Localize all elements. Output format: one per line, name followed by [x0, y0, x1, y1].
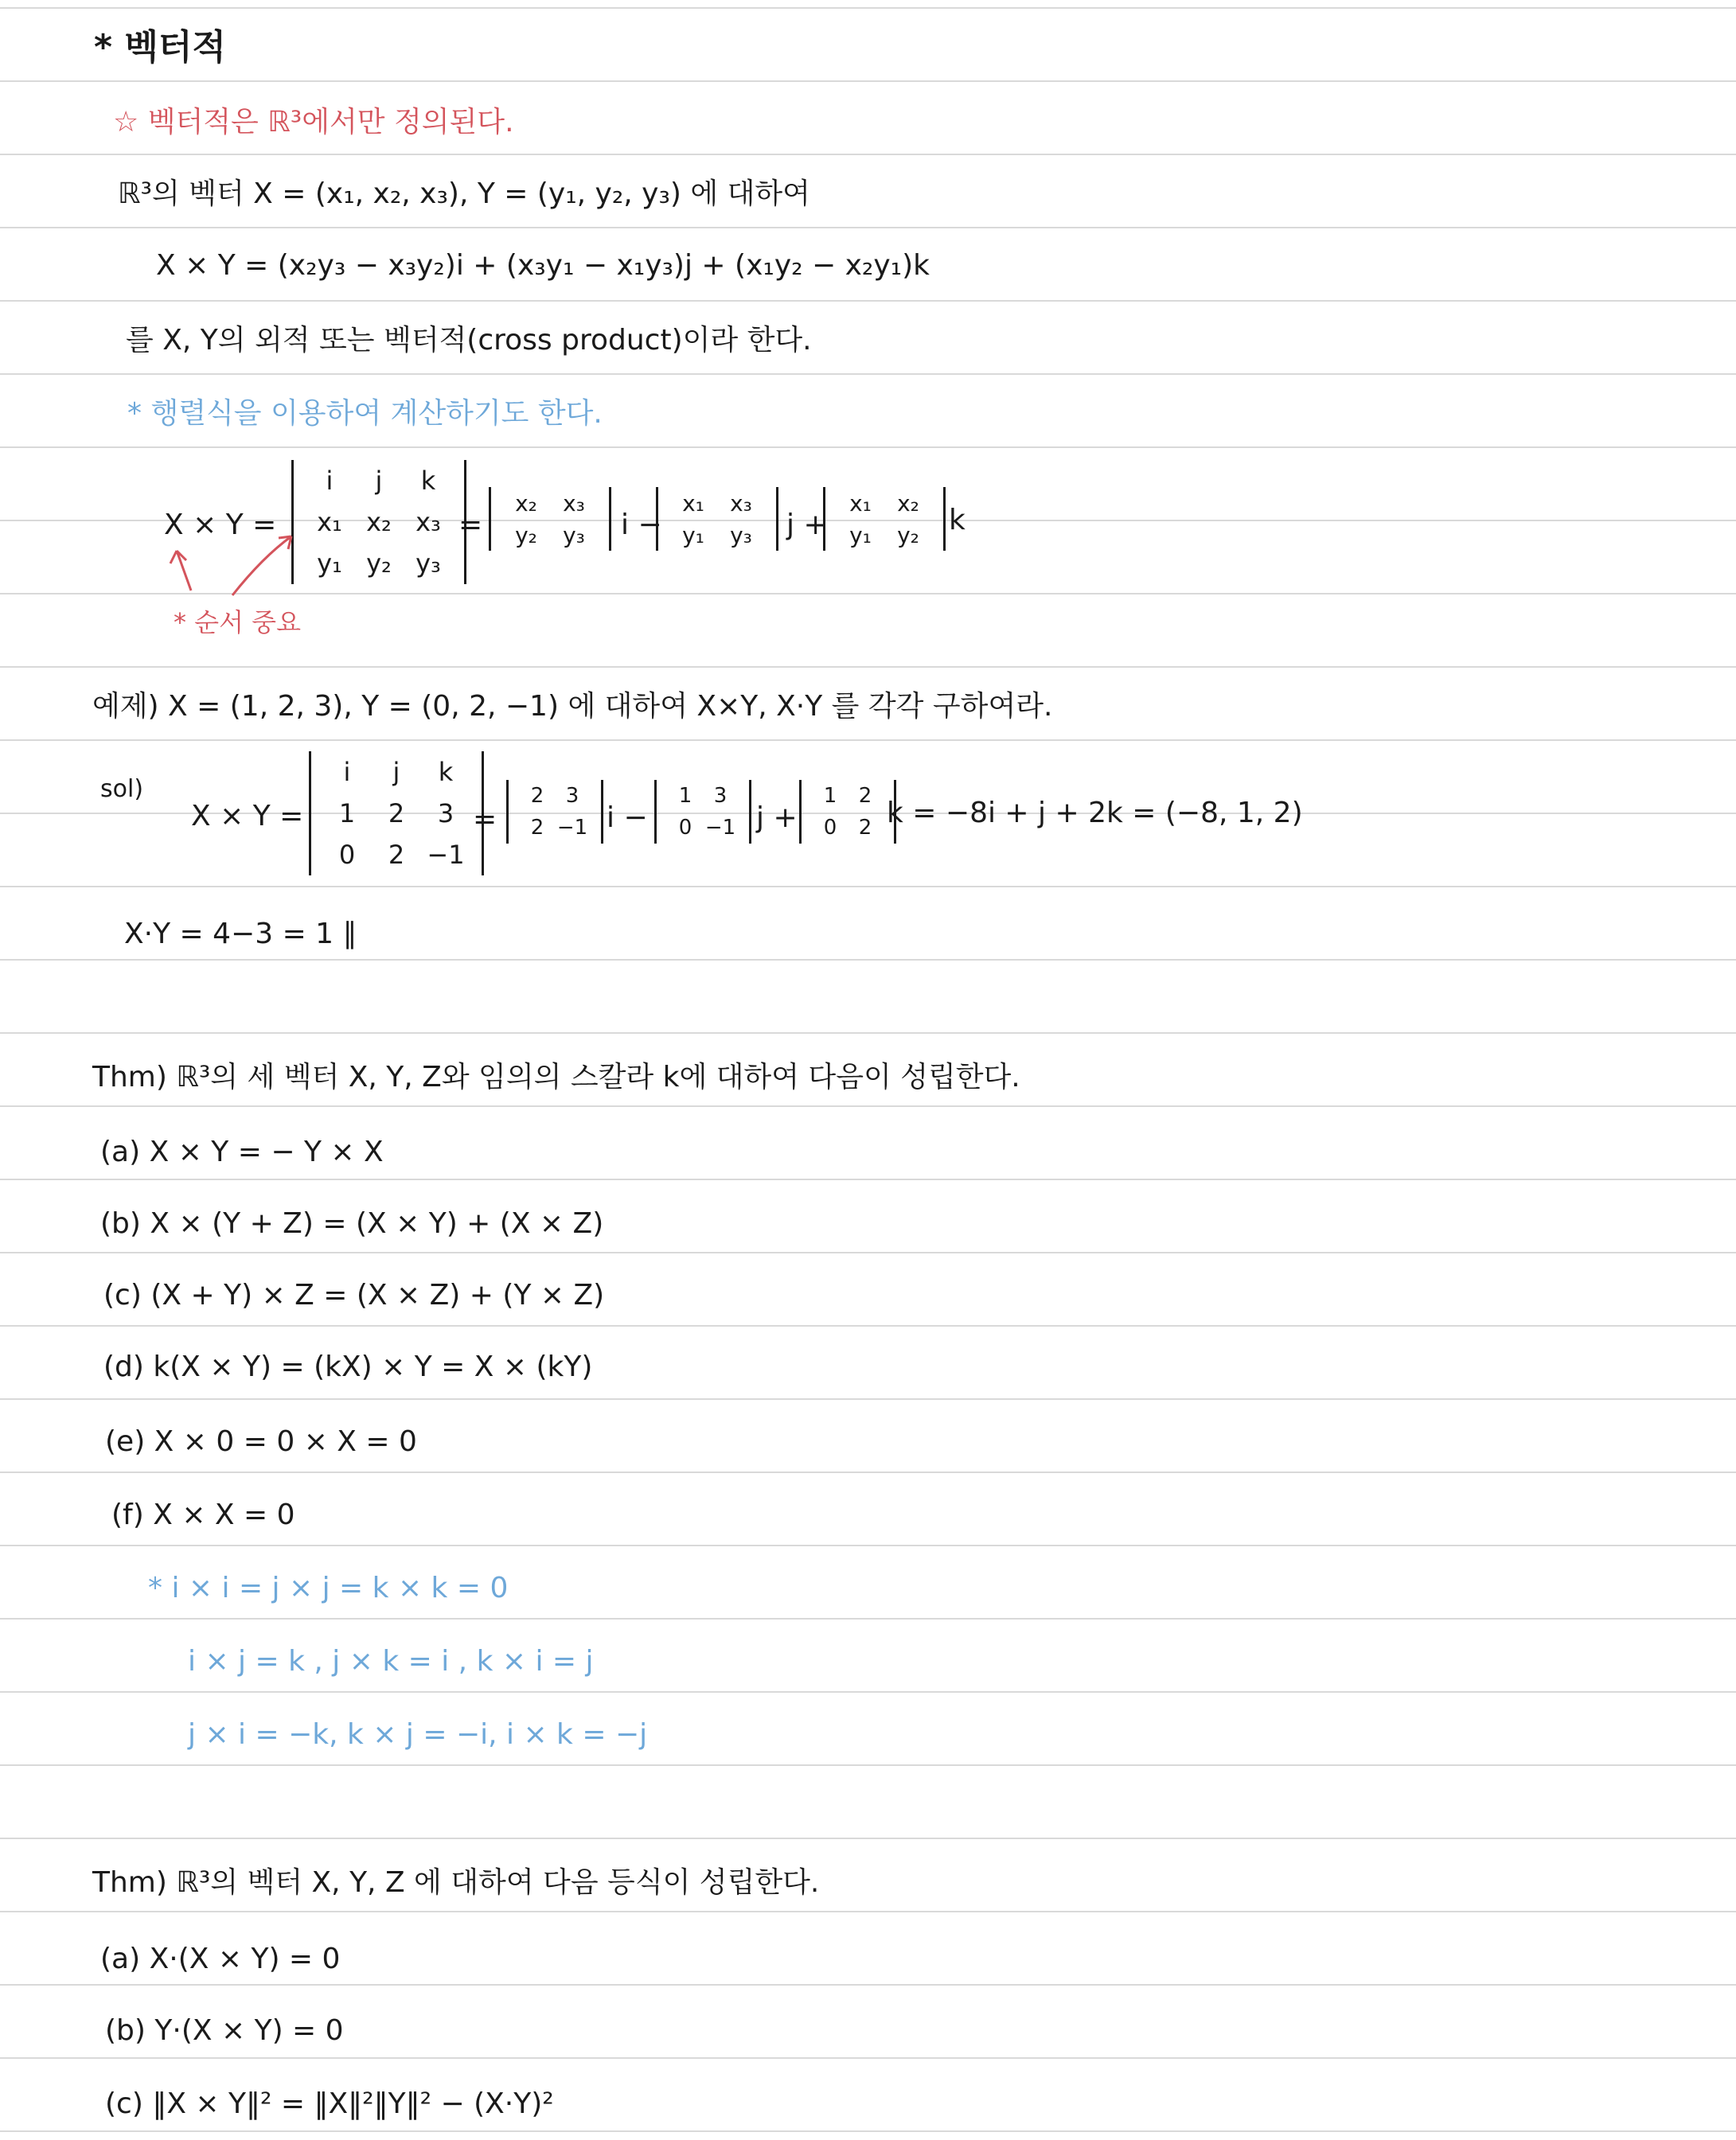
note-determinant: * 행렬식을 이용하여 계산하기도 한다.	[127, 397, 603, 430]
det-minor-1	[489, 487, 611, 551]
example-matrix	[309, 751, 484, 875]
example-result: k = −8i + j + 2k = (−8, 1, 2)	[887, 797, 1303, 829]
det-formula-unit-j: j +	[786, 509, 828, 541]
example-minor-3	[799, 780, 896, 844]
det-cell: x₁	[682, 489, 704, 516]
det-cell: −1	[704, 816, 736, 840]
det-cell: 3	[565, 784, 579, 808]
det-cell: 2	[530, 784, 544, 808]
example-equals: =	[473, 803, 497, 836]
definition-line-2: X × Y = (x₂y₃ − x₃y₂)i + (x₃y₁ − x₁y₃)j + (x₁y₂ − x₂y₁)k	[156, 249, 930, 282]
det-cell: x₁	[849, 489, 872, 516]
theorem-2-heading: Thm) ℝ³의 벡터 X, Y, Z 에 대하여 다음 등식이 성립한다.	[92, 1866, 820, 1899]
det-cell: 2	[858, 816, 872, 840]
theorem-1-item-e: (e) X × 0 = 0 × X = 0	[105, 1425, 417, 1458]
det-cell: y₂	[515, 521, 537, 548]
page-title: * 벡터적	[94, 27, 226, 68]
det-cell: 0	[823, 816, 837, 840]
theorem-2-item-a: (a) X·(X × Y) = 0	[100, 1943, 341, 1975]
det-formula-unit-i: i −	[621, 509, 662, 541]
det-minor-2	[656, 487, 778, 551]
definition-line-1: ℝ³의 벡터 X = (x₁, x₂, x₃), Y = (y₁, y₂, y₃) 에 대하여	[118, 177, 810, 210]
theorem-1-item-f: (f) X × X = 0	[111, 1499, 295, 1531]
det-cell: 3	[437, 798, 454, 828]
det-cell: 1	[678, 784, 692, 808]
det-cell: 2	[388, 798, 405, 828]
theorem-2-item-b: (b) Y·(X × Y) = 0	[105, 2014, 344, 2047]
note-r3-only: ☆ 벡터적은 ℝ³에서만 정의된다.	[113, 106, 514, 138]
det-cell: x₁	[317, 507, 342, 537]
example-minor-2	[654, 780, 751, 844]
theorem-2-item-c: (c) ‖X × Y‖² = ‖X‖²‖Y‖² − (X·Y)²	[105, 2087, 554, 2120]
det-cell: −1	[556, 816, 588, 840]
example-minor-1	[506, 780, 603, 844]
det-cell: 2	[858, 784, 872, 808]
det-cell: x₂	[897, 489, 919, 516]
definition-line-3: 를 X, Y의 외적 또는 벡터적(cross product)이라 한다.	[126, 324, 812, 357]
det-cell: y₂	[366, 548, 392, 579]
det-formula-matrix	[291, 460, 466, 584]
det-cell: x₃	[730, 489, 752, 516]
det-cell: x₃	[415, 507, 441, 537]
det-cell: 1	[823, 784, 837, 808]
det-cell: y₃	[730, 521, 752, 548]
theorem-1-item-b: (b) X × (Y + Z) = (X × Y) + (X × Z)	[100, 1207, 604, 1240]
example-lhs: X × Y =	[191, 800, 304, 832]
theorem-1-item-a: (a) X × Y = − Y × X	[100, 1136, 384, 1168]
det-formula-lhs: X × Y =	[164, 509, 277, 541]
example-unit-i: i −	[607, 801, 648, 834]
det-cell: 0	[678, 816, 692, 840]
det-cell: k	[438, 757, 454, 787]
example-unit-j: j +	[756, 801, 798, 834]
det-cell: y₂	[897, 521, 919, 548]
det-cell: j	[392, 757, 400, 787]
unit-vector-note-2: i × j = k , j × k = i , k × i = j	[188, 1645, 594, 1678]
det-cell: k	[420, 466, 436, 496]
det-cell: 2	[530, 816, 544, 840]
det-cell: 0	[338, 840, 356, 870]
det-cell: x₂	[366, 507, 392, 537]
example-sol-label: sol)	[100, 775, 144, 803]
det-cell: −1	[427, 840, 465, 870]
det-cell: y₃	[415, 548, 441, 579]
order-note: * 순서 중요	[174, 607, 301, 637]
example-prompt: 예제) X = (1, 2, 3), Y = (0, 2, −1) 에 대하여 X×Y, X·Y 를 각각 구하여라.	[92, 690, 1053, 723]
det-cell: y₁	[849, 521, 872, 548]
det-cell: 2	[388, 840, 405, 870]
det-cell: y₁	[317, 548, 342, 579]
example-dot-product: X·Y = 4−3 = 1 ∥	[124, 918, 357, 950]
theorem-1-item-d: (d) k(X × Y) = (kX) × Y = X × (kY)	[103, 1351, 593, 1383]
det-minor-3	[823, 487, 946, 551]
det-cell: j	[375, 466, 383, 496]
det-cell: i	[343, 757, 351, 787]
det-formula-unit-k: k	[949, 504, 966, 536]
det-cell: y₃	[563, 521, 585, 548]
unit-vector-note-1: * i × i = j × j = k × k = 0	[148, 1572, 509, 1604]
det-cell: x₂	[515, 489, 537, 516]
det-formula-equals: =	[458, 509, 483, 541]
det-cell: x₃	[563, 489, 585, 516]
det-cell: i	[326, 466, 334, 496]
det-cell: 1	[338, 798, 356, 828]
det-cell: y₁	[682, 521, 704, 548]
unit-vector-note-3: j × i = −k, k × j = −i, i × k = −j	[188, 1718, 648, 1751]
theorem-1-item-c: (c) (X + Y) × Z = (X × Z) + (Y × Z)	[103, 1279, 605, 1312]
theorem-1-heading: Thm) ℝ³의 세 벡터 X, Y, Z와 임의의 스칼라 k에 대하여 다음이 성립한다.	[92, 1061, 1020, 1093]
det-cell: 3	[713, 784, 728, 808]
